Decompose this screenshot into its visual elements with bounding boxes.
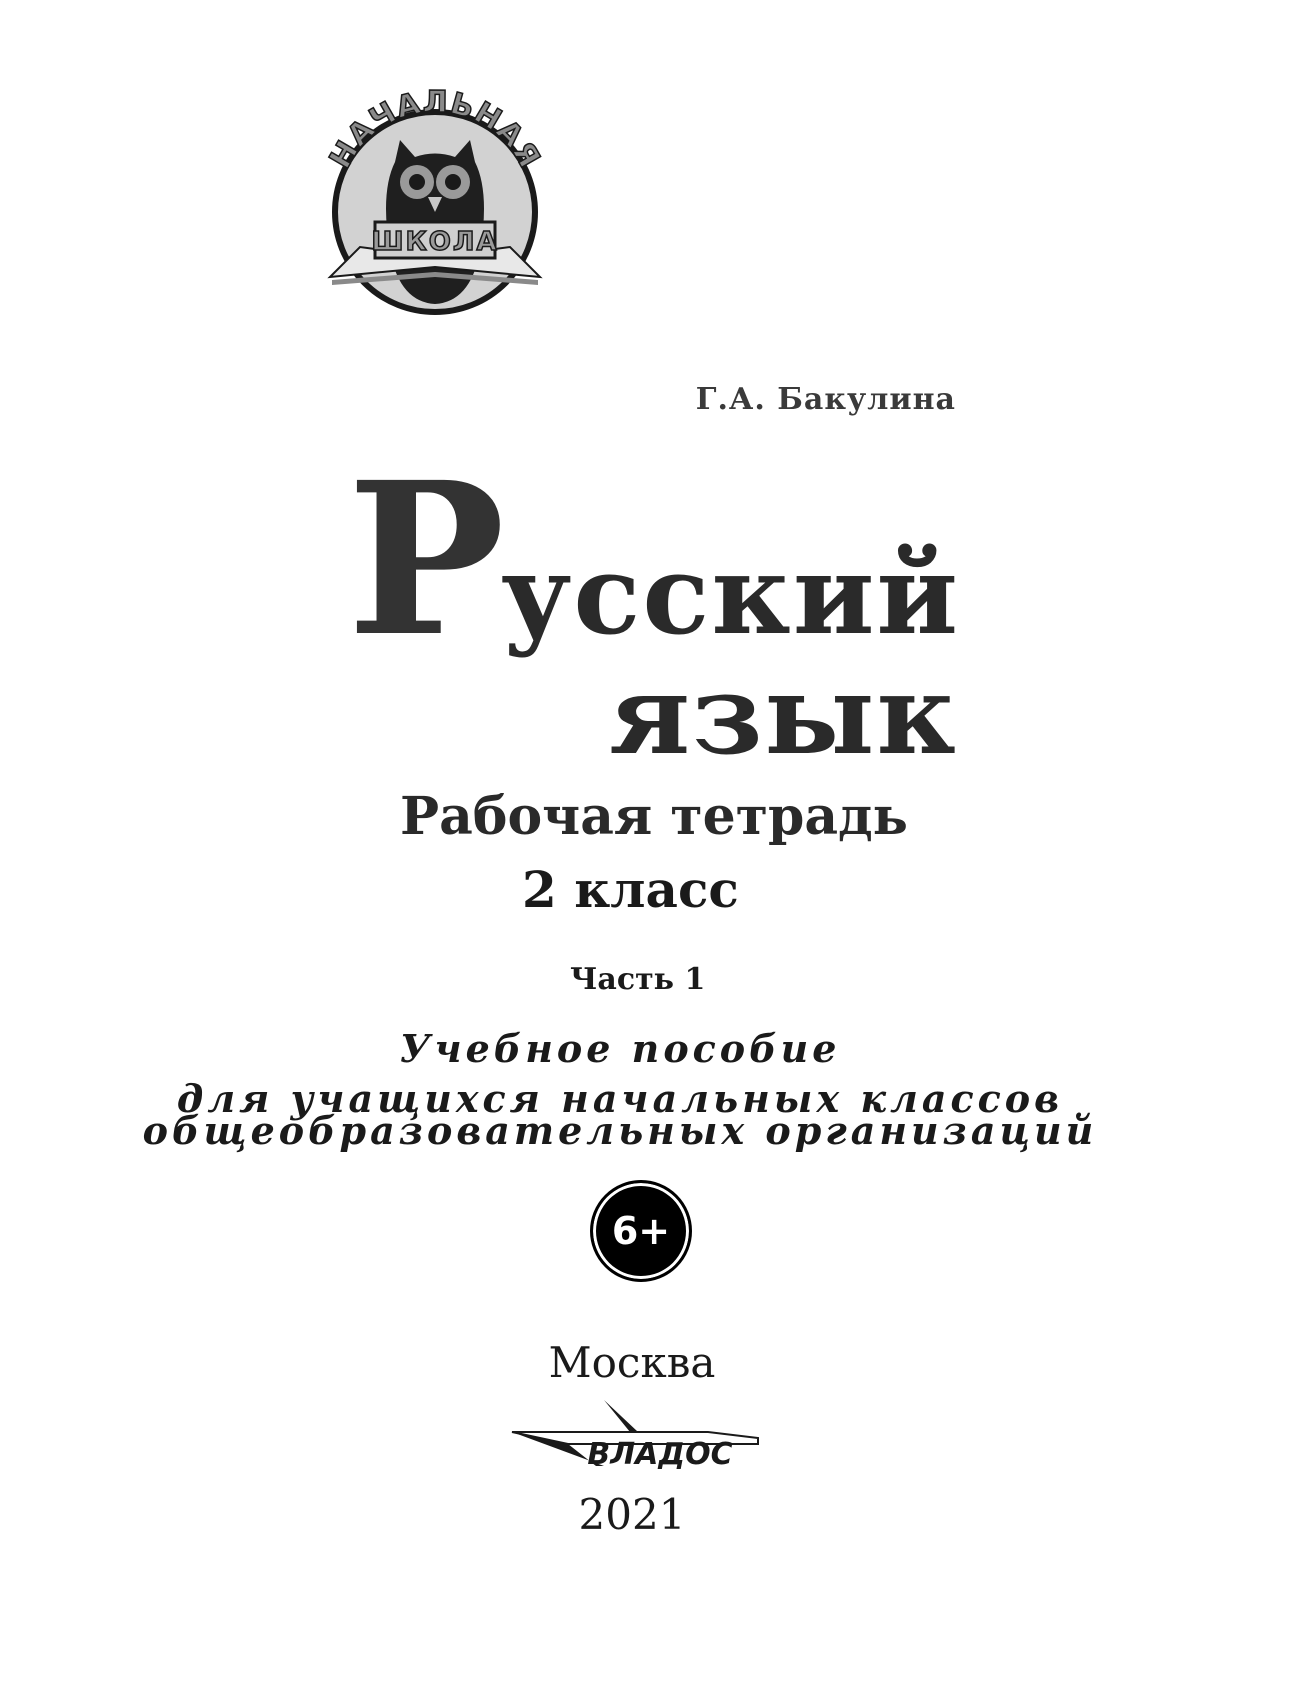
age-rating-badge xyxy=(590,1180,692,1282)
svg-text:ВЛАДОС: ВЛАДОС xyxy=(587,1437,733,1472)
part-label: Часть 1 xyxy=(570,962,706,997)
grade-label: 2 класс xyxy=(522,860,739,919)
book-title-line1 xyxy=(347,436,960,683)
vlados-publisher-logo-icon xyxy=(508,1392,770,1474)
book-subtitle: Рабочая тетрадь xyxy=(400,786,908,847)
title-line1-rest: усский xyxy=(501,530,960,659)
age-rating-text: 6+ xyxy=(611,1209,671,1253)
title-initial-letter: Р xyxy=(347,436,502,683)
book-title-line2: язык xyxy=(608,650,958,779)
description-line: Учебное пособие xyxy=(399,1026,841,1071)
svg-text:НАЧАЛЬНАЯ: НАЧАЛЬНАЯ xyxy=(322,84,548,175)
svg-text:ШКОЛА: ШКОЛА xyxy=(371,227,499,257)
description-line: общеобразовательных организаций xyxy=(142,1108,1098,1153)
publication-city: Москва xyxy=(548,1338,716,1387)
owl-school-logo-icon xyxy=(300,72,570,342)
publication-year: 2021 xyxy=(578,1490,686,1539)
author-name: Г.А. Бакулина xyxy=(695,382,956,417)
description-line: для учащихся начальных классов xyxy=(176,1076,1064,1121)
